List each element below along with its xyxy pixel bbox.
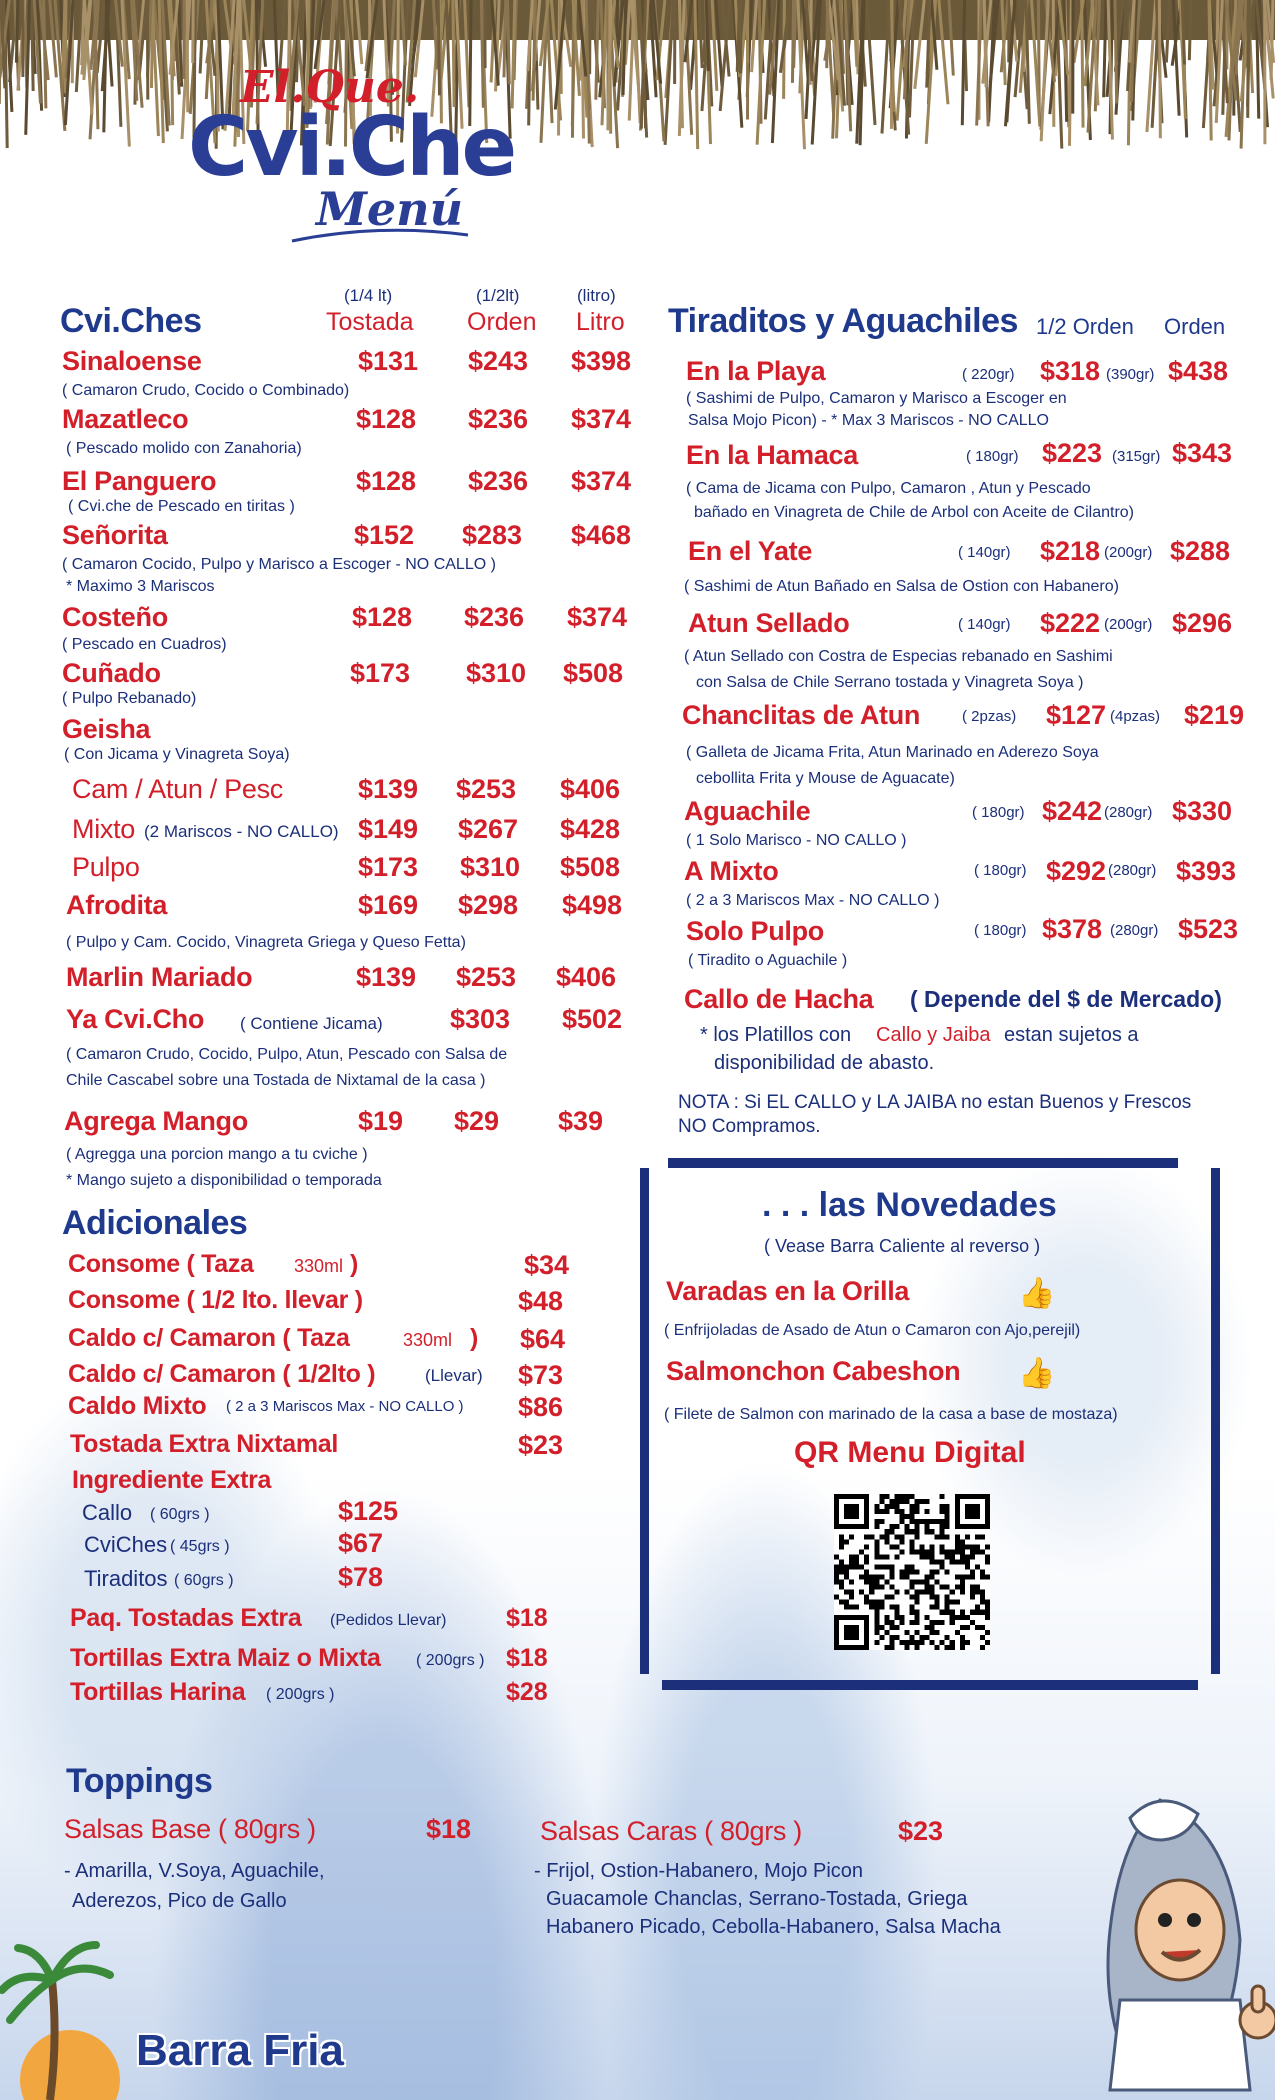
afrodita-price-orden: $298	[458, 890, 519, 920]
yacvicho-name: Ya Cvi.Cho	[66, 1004, 205, 1034]
tiradito-desc: ( Atun Sellado con Costra de Especias rebanado en Sashimi	[684, 648, 1113, 665]
marlin-price-litro: $406	[556, 962, 617, 992]
straw-strand	[1189, 0, 1191, 60]
geisha-name: Geisha	[62, 714, 151, 744]
item-price-litro: $374	[567, 602, 628, 632]
adicional-price: $64	[520, 1324, 566, 1354]
tiradito-weight-orden: (280gr)	[1110, 922, 1159, 939]
yacvicho-note: ( Contiene Jicama)	[240, 1014, 383, 1033]
extra-small: ( 200grs )	[416, 1652, 485, 1669]
item-price-litro: $374	[571, 466, 632, 496]
straw-strand	[438, 0, 439, 95]
item-price-orden: $310	[466, 658, 527, 688]
geisha-price-tostada: $149	[358, 814, 419, 844]
tiradito-weight-half: ( 140gr)	[958, 616, 1011, 633]
tiradito-price-half: $127	[1046, 700, 1107, 730]
col-size-2: (1/2lt)	[476, 286, 520, 305]
geisha-item-name: Mixto	[72, 814, 136, 844]
adicional-tail: )	[470, 1324, 479, 1352]
tiradito-price-orden: $330	[1172, 796, 1233, 826]
mango-desc: ( Agregga una porcion mango a tu cviche )	[66, 1146, 368, 1163]
item-name: Cuñado	[62, 658, 161, 688]
tiradito-desc: ( Cama de Jicama con Pulpo, Camaron , Atun y Pescado	[686, 480, 1091, 497]
mango-desc2: * Mango sujeto a disponibilidad o temporada	[66, 1172, 382, 1189]
tiradito-desc2: cebollita Frita y Mouse de Aguacate)	[696, 770, 955, 787]
chef-fish-mascot	[1070, 1790, 1275, 2100]
adicional-name: Tostada Extra Nixtamal	[70, 1430, 339, 1458]
salsas-caras-line1: - Frijol, Ostion-Habanero, Mojo Picon	[534, 1860, 864, 1882]
extra-name: Tortillas Harina	[70, 1678, 246, 1706]
ingrediente-price: $125	[338, 1496, 399, 1526]
tiradito-price-half: $223	[1042, 438, 1103, 468]
tiradito-name: En el Yate	[688, 536, 813, 566]
logo-top: El.Que.	[240, 62, 420, 113]
ingrediente-small: ( 60grs )	[174, 1572, 234, 1589]
item-name: Costeño	[62, 602, 168, 632]
adicional-name: Consome ( 1/2 lto. llevar )	[68, 1286, 363, 1314]
logo-main: Cvi.Che	[188, 100, 515, 195]
geisha-price-tostada: $139	[358, 774, 419, 804]
col-name-tostada: Tostada	[326, 308, 414, 336]
tiradito-price-half: $222	[1040, 608, 1101, 638]
tiraditos-col-half: 1/2 Orden	[1036, 314, 1134, 339]
platillos-note-line2: disponibilidad de abasto.	[714, 1052, 935, 1074]
yacvicho-price-litro: $502	[562, 1004, 623, 1034]
callo-name: Callo de Hacha	[684, 984, 874, 1014]
ceviches-heading: Cvi.Ches	[60, 302, 202, 340]
adicional-name: Caldo Mixto	[68, 1392, 207, 1420]
ingrediente-name: Tiraditos	[84, 1566, 168, 1591]
tiradito-weight-half: ( 180gr)	[972, 804, 1025, 821]
tiraditos-heading: Tiraditos y Aguachiles	[668, 302, 1018, 340]
item-desc: ( Pescado en Cuadros)	[62, 636, 227, 653]
tiradito-weight-orden: (200gr)	[1104, 544, 1153, 561]
afrodita-desc: ( Pulpo y Cam. Cocido, Vinagreta Griega y Queso Fetta)	[66, 934, 466, 951]
qr-code[interactable]	[834, 1494, 990, 1650]
tiradito-price-orden: $523	[1178, 914, 1239, 944]
adicional-price: $34	[524, 1250, 570, 1280]
yacvicho-desc2: Chile Cascabel sobre una Tostada de Nixtamal de la casa )	[66, 1072, 486, 1089]
straw-strand	[747, 0, 748, 63]
platillos-note-highlight: Callo y Jaiba	[876, 1024, 991, 1046]
platillos-note-suffix: estan sujetos a	[1004, 1024, 1139, 1046]
tiradito-weight-half: ( 2pzas)	[962, 708, 1017, 725]
logo-swoosh	[290, 225, 470, 245]
item-price-tostada: $152	[354, 520, 415, 550]
afrodita-name: Afrodita	[66, 890, 168, 920]
extra-small: (Pedidos Llevar)	[330, 1612, 447, 1629]
straw-strand	[1009, 0, 1010, 62]
tiradito-weight-orden: (4pzas)	[1110, 708, 1161, 725]
mango-name: Agrega Mango	[64, 1106, 248, 1136]
mango-price-orden: $29	[454, 1106, 500, 1136]
adicional-small: ( 2 a 3 Mariscos Max - NO CALLO )	[226, 1398, 464, 1415]
novedad-name: Salmonchon Cabeshon	[666, 1356, 961, 1386]
tiradito-weight-orden: (390gr)	[1106, 366, 1155, 383]
ingrediente-name: CviChes	[84, 1532, 168, 1557]
geisha-desc: ( Con Jicama y Vinagreta Soya)	[64, 746, 290, 763]
tiradito-desc: ( Sashimi de Atun Bañado en Salsa de Ostion con Habanero)	[684, 578, 1119, 595]
salsas-caras-name: Salsas Caras ( 80grs )	[540, 1816, 802, 1846]
tiradito-name: A Mixto	[684, 856, 779, 886]
geisha-price-litro: $406	[560, 774, 621, 804]
straw-strand	[453, 0, 454, 107]
straw-strand	[1069, 0, 1071, 146]
item-name: Sinaloense	[62, 346, 202, 376]
straw-strand	[193, 0, 194, 63]
tiradito-weight-half: ( 180gr)	[974, 922, 1027, 939]
salsas-base-line2: Aderezos, Pico de Gallo	[72, 1890, 287, 1912]
logo-sub: Menú	[316, 182, 464, 236]
marlin-name: Marlin Mariado	[66, 962, 253, 992]
geisha-price-orden: $310	[460, 852, 521, 882]
yacvicho-desc: ( Camaron Crudo, Cocido, Pulpo, Atun, Pescado con Salsa de	[66, 1046, 508, 1063]
tiradito-desc: ( 1 Solo Marisco - NO CALLO )	[686, 832, 907, 849]
salsas-caras-line2: Guacamole Chanclas, Serrano-Tostada, Griega	[546, 1888, 968, 1910]
extra-price: $18	[506, 1644, 548, 1672]
tiradito-weight-half: ( 220gr)	[962, 366, 1015, 383]
ingrediente-small: ( 60grs )	[150, 1506, 210, 1523]
salsas-base-name: Salsas Base ( 80grs )	[64, 1814, 316, 1844]
straw-strand	[827, 0, 828, 68]
item-price-litro: $374	[571, 404, 632, 434]
tiradito-price-half: $292	[1046, 856, 1107, 886]
tiradito-price-half: $378	[1042, 914, 1103, 944]
adicionales-heading: Adicionales	[62, 1204, 248, 1242]
item-price-orden: $283	[462, 520, 523, 550]
tiradito-weight-orden: (200gr)	[1104, 616, 1153, 633]
marlin-price-tostada: $139	[356, 962, 417, 992]
tiradito-name: En la Hamaca	[686, 440, 858, 470]
straw-strand	[481, 0, 483, 108]
item-desc-note: * Maximo 3 Mariscos	[66, 578, 215, 595]
salsas-base-line1: - Amarilla, V.Soya, Aguachile,	[64, 1860, 325, 1882]
ingrediente-price: $78	[338, 1562, 384, 1592]
adicional-price: $86	[518, 1392, 564, 1422]
tiradito-desc: ( 2 a 3 Mariscos Max - NO CALLO )	[686, 892, 940, 909]
tiradito-weight-orden: (280gr)	[1108, 862, 1157, 879]
extra-name: Tortillas Extra Maiz o Mixta	[70, 1644, 381, 1672]
palm-tree-decoration	[0, 1930, 130, 2100]
tiradito-price-orden: $219	[1184, 700, 1245, 730]
box-bottom-rule	[662, 1680, 1198, 1690]
col-size-1: (1/4 lt)	[344, 286, 393, 305]
adicional-small: 330ml	[294, 1256, 344, 1276]
straw-strand	[1248, 0, 1249, 118]
item-price-tostada: $128	[356, 404, 417, 434]
item-desc: ( Camaron Cocido, Pulpo y Marisco a Escoger - NO CALLO )	[62, 556, 496, 573]
ingrediente-price: $67	[338, 1528, 384, 1558]
footer-label: Barra Fria	[136, 2026, 344, 2075]
item-name: Mazatleco	[62, 404, 189, 434]
tiradito-price-half: $218	[1040, 536, 1101, 566]
tiradito-price-half: $318	[1040, 356, 1101, 386]
adicional-tail: )	[350, 1250, 359, 1278]
tiradito-desc: ( Sashimi de Pulpo, Camaron y Marisco a Escoger en	[686, 390, 1067, 407]
tiradito-weight-half: ( 180gr)	[966, 448, 1019, 465]
thumbs-up-icon: 👍	[1018, 1357, 1056, 1390]
item-price-orden: $236	[464, 602, 525, 632]
item-price-litro: $468	[571, 520, 632, 550]
tiradito-desc: ( Galleta de Jicama Frita, Atun Marinado en Aderezo Soya	[686, 744, 1099, 761]
afrodita-price-tostada: $169	[358, 890, 419, 920]
tiradito-price-orden: $296	[1172, 608, 1233, 638]
item-price-tostada: $128	[356, 466, 417, 496]
ingrediente-title: Ingrediente Extra	[72, 1466, 272, 1494]
item-name: Señorita	[62, 520, 168, 550]
tiraditos-col-orden: Orden	[1164, 314, 1226, 339]
straw-strand	[1159, 0, 1160, 138]
geisha-price-orden: $267	[458, 814, 519, 844]
adicional-small: 330ml	[403, 1330, 453, 1350]
item-price-tostada: $128	[352, 602, 413, 632]
item-price-orden: $243	[468, 346, 529, 376]
novedad-desc: ( Filete de Salmon con marinado de la casa a base de mostaza)	[664, 1406, 1118, 1423]
tiradito-desc: ( Tiradito o Aguachile )	[688, 952, 848, 969]
tiradito-desc2: Salsa Mojo Picon) - * Max 3 Mariscos - NO CALLO	[688, 412, 1049, 429]
item-price-orden: $236	[468, 404, 529, 434]
salsas-caras-price: $23	[898, 1816, 944, 1846]
tiradito-name: Aguachile	[684, 796, 811, 826]
geisha-price-litro: $428	[560, 814, 621, 844]
item-desc: ( Camaron Crudo, Cocido o Combinado)	[62, 382, 350, 399]
tiradito-price-orden: $288	[1170, 536, 1231, 566]
geisha-price-orden: $253	[456, 774, 517, 804]
marlin-price-orden: $253	[456, 962, 517, 992]
nota-line1: NOTA : Si EL CALLO y LA JAIBA no estan Buenos y Frescos	[678, 1092, 1192, 1113]
toppings-heading: Toppings	[66, 1762, 213, 1800]
col-name-orden: Orden	[467, 308, 537, 336]
platillos-note-prefix: * los Platillos con	[700, 1024, 852, 1046]
straw-strand	[1115, 0, 1117, 103]
item-price-orden: $236	[468, 466, 529, 496]
extra-price: $18	[506, 1604, 548, 1632]
adicional-price: $48	[518, 1286, 564, 1316]
adicional-price: $23	[518, 1430, 564, 1460]
novedad-name: Varadas en la Orilla	[666, 1276, 910, 1306]
afrodita-price-litro: $498	[562, 890, 623, 920]
tiradito-name: Solo Pulpo	[686, 916, 824, 946]
straw-strand	[507, 0, 509, 84]
straw-strand	[1271, 0, 1273, 80]
tiradito-price-orden: $393	[1176, 856, 1237, 886]
tiradito-weight-orden: (315gr)	[1112, 448, 1161, 465]
ingrediente-name: Callo	[82, 1500, 133, 1525]
item-desc: ( Cvi.che de Pescado en tiritas )	[68, 498, 295, 515]
extra-name: Paq. Tostadas Extra	[70, 1604, 302, 1632]
item-price-litro: $398	[571, 346, 632, 376]
salsas-base-price: $18	[426, 1814, 472, 1844]
item-price-tostada: $131	[358, 346, 419, 376]
item-desc: ( Pescado molido con Zanahoria)	[66, 440, 302, 457]
adicional-price: $73	[518, 1360, 564, 1390]
adicional-name: Caldo c/ Camaron ( Taza	[68, 1324, 350, 1352]
yacvicho-price-orden: $303	[450, 1004, 511, 1034]
tiradito-weight-orden: (280gr)	[1104, 804, 1153, 821]
thumbs-up-icon: 👍	[1018, 1277, 1056, 1310]
straw-strand	[16, 0, 17, 63]
col-size-3: (litro)	[577, 286, 616, 305]
salsas-caras-line3: Habanero Picado, Cebolla-Habanero, Salsa Macha	[546, 1916, 1001, 1938]
adicional-small: (Llevar)	[425, 1366, 483, 1385]
geisha-item-name: Pulpo	[72, 852, 140, 882]
tiradito-name: Chanclitas de Atun	[682, 700, 921, 730]
tiradito-name: Atun Sellado	[688, 608, 850, 638]
novedad-desc: ( Enfrijoladas de Asado de Atun o Camaron con Ajo,perejil)	[664, 1322, 1081, 1339]
geisha-price-litro: $508	[560, 852, 621, 882]
tiradito-price-half: $242	[1042, 796, 1103, 826]
tiradito-weight-half: ( 180gr)	[974, 862, 1027, 879]
tiradito-price-orden: $438	[1168, 356, 1229, 386]
straw-strand	[792, 0, 793, 83]
extra-small: ( 200grs )	[266, 1686, 335, 1703]
novedades-subtitle: ( Vease Barra Caliente al reverso )	[764, 1236, 1041, 1256]
mango-price-tostada: $19	[358, 1106, 404, 1136]
novedades-title: . . . las Novedades	[762, 1186, 1057, 1224]
straw-strand	[504, 0, 506, 77]
qr-title[interactable]: QR Menu Digital	[794, 1436, 1026, 1469]
item-desc: ( Pulpo Rebanado)	[62, 690, 197, 707]
tiradito-price-orden: $343	[1172, 438, 1233, 468]
geisha-item-name: Cam / Atun / Pesc	[72, 774, 283, 804]
item-price-tostada: $173	[350, 658, 411, 688]
tiradito-desc2: con Salsa de Chile Serrano tostada y Vinagreta Soya )	[696, 674, 1084, 691]
adicional-name: Caldo c/ Camaron ( 1/2lto )	[68, 1360, 376, 1388]
ingrediente-small: ( 45grs )	[170, 1538, 230, 1555]
tiradito-name: En la Playa	[686, 356, 826, 386]
straw-strand	[891, 0, 893, 112]
item-name: El Panguero	[62, 466, 217, 496]
nota-line2: NO Compramos.	[678, 1116, 821, 1137]
adicional-name: Consome ( Taza	[68, 1250, 254, 1278]
mango-price-litro: $39	[558, 1106, 604, 1136]
box-top-rule	[668, 1158, 1178, 1168]
item-price-litro: $508	[563, 658, 624, 688]
col-name-litro: Litro	[576, 308, 625, 336]
geisha-price-tostada: $173	[358, 852, 419, 882]
tiradito-desc2: bañado en Vinagreta de Chile de Arbol con Aceite de Cilantro)	[694, 504, 1135, 521]
geisha-item-note: (2 Mariscos - NO CALLO)	[144, 822, 339, 841]
callo-note: ( Depende del $ de Mercado)	[910, 986, 1222, 1012]
extra-price: $28	[506, 1678, 548, 1706]
tiradito-weight-half: ( 140gr)	[958, 544, 1011, 561]
straw-strand	[32, 0, 34, 91]
